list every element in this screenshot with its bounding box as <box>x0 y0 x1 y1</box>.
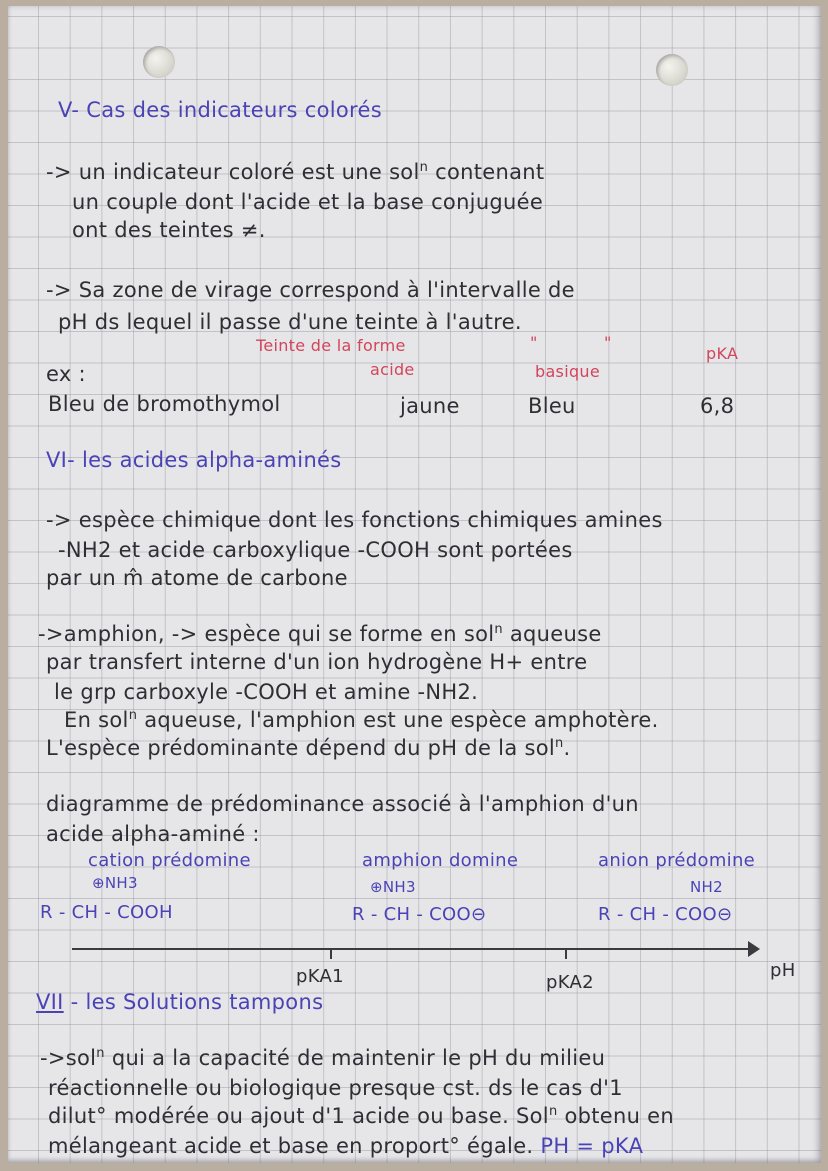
text-line: -> espèce chimique dont les fonctions chimiques amines <box>46 508 663 532</box>
text-line: ont des teintes ≠. <box>72 218 266 242</box>
axis-arrow-icon <box>748 941 760 957</box>
text-line: -> un indicateur coloré est une sol$^n$ contenant <box>46 160 545 184</box>
label-pka2: pKA2 <box>546 972 594 993</box>
text-line: ->sol$^n$ qui a la capacité de maintenir le pH du milieu <box>40 1046 606 1070</box>
text-line: par un m̂ atome de carbone <box>46 566 348 590</box>
indicator-pka: 6,8 <box>700 394 735 418</box>
ditto-mark: " <box>604 333 612 352</box>
text-line: un couple dont l'acide et la base conjuguée <box>72 190 544 214</box>
binder-hole-right <box>656 54 688 86</box>
species-label-amphion: amphion domine <box>362 850 519 871</box>
tick-pka1 <box>330 949 332 959</box>
indicator-base-color: Bleu <box>528 394 576 418</box>
text-line: le grp carboxyle -COOH et amine -NH2. <box>54 680 479 704</box>
section-vii-title: VII - les Solutions tampons <box>36 990 324 1014</box>
text-line: diagramme de prédominance associé à l'amphion d'un <box>46 792 639 816</box>
species-label-cation: cation prédomine <box>88 850 251 871</box>
cation-formula: R - CH - COOH <box>40 902 173 923</box>
text-line: -NH2 et acide carboxylique -COOH sont portées <box>58 538 573 562</box>
section-v-title: V- Cas des indicateurs colorés <box>58 98 382 122</box>
example-label: ex : <box>46 362 86 386</box>
label-ph: pH <box>770 960 796 981</box>
text-line: L'espèce prédominante dépend du pH de la sol$^n$. <box>46 736 571 760</box>
anion-formula: R - CH - COO⊖ <box>598 904 733 925</box>
indicator-name: Bleu de bromothymol <box>48 392 281 416</box>
species-label-anion: anion prédomine <box>598 850 756 871</box>
indicator-acid-color: jaune <box>400 394 460 418</box>
label-pka1: pKA1 <box>296 966 344 987</box>
text-line: mélangeant acide et base en proport° égale. PH = pKA <box>48 1134 644 1158</box>
table-header-acide: acide <box>370 360 415 379</box>
text-line: acide alpha-aminé : <box>46 822 260 846</box>
binder-hole-left <box>143 46 175 78</box>
cation-amine-group: ⊕NH3 <box>92 874 138 892</box>
text-line: ->amphion, -> espèce qui se forme en sol$^n$ aqueuse <box>38 622 602 646</box>
text-line: En sol$^n$ aqueuse, l'amphion est une espèce amphotère. <box>64 708 659 732</box>
amphion-formula: R - CH - COO⊖ <box>352 904 487 925</box>
amphion-amine-group: ⊕NH3 <box>370 878 416 896</box>
text-line: dilut° modérée ou ajout d'1 acide ou base. Sol$^n$ obtenu en <box>48 1104 675 1128</box>
table-header-basique: basique <box>535 362 600 381</box>
tick-pka2 <box>565 949 567 959</box>
table-header-pka: pKA <box>706 344 739 363</box>
text-line: -> Sa zone de virage correspond à l'intervalle de <box>46 278 575 302</box>
text-line: par transfert interne d'un ion hydrogène H+ entre <box>46 650 588 674</box>
ditto-mark: " <box>530 333 538 352</box>
ph-axis <box>72 948 752 950</box>
section-vi-title: VI- les acides alpha-aminés <box>46 448 342 472</box>
text-line: pH ds lequel il passe d'une teinte à l'autre. <box>58 310 522 334</box>
table-header-teinte: Teinte de la forme <box>256 336 406 355</box>
text-line: réactionnelle ou biologique presque cst. ds le cas d'1 <box>48 1076 623 1100</box>
anion-amine-group: NH2 <box>690 878 723 896</box>
